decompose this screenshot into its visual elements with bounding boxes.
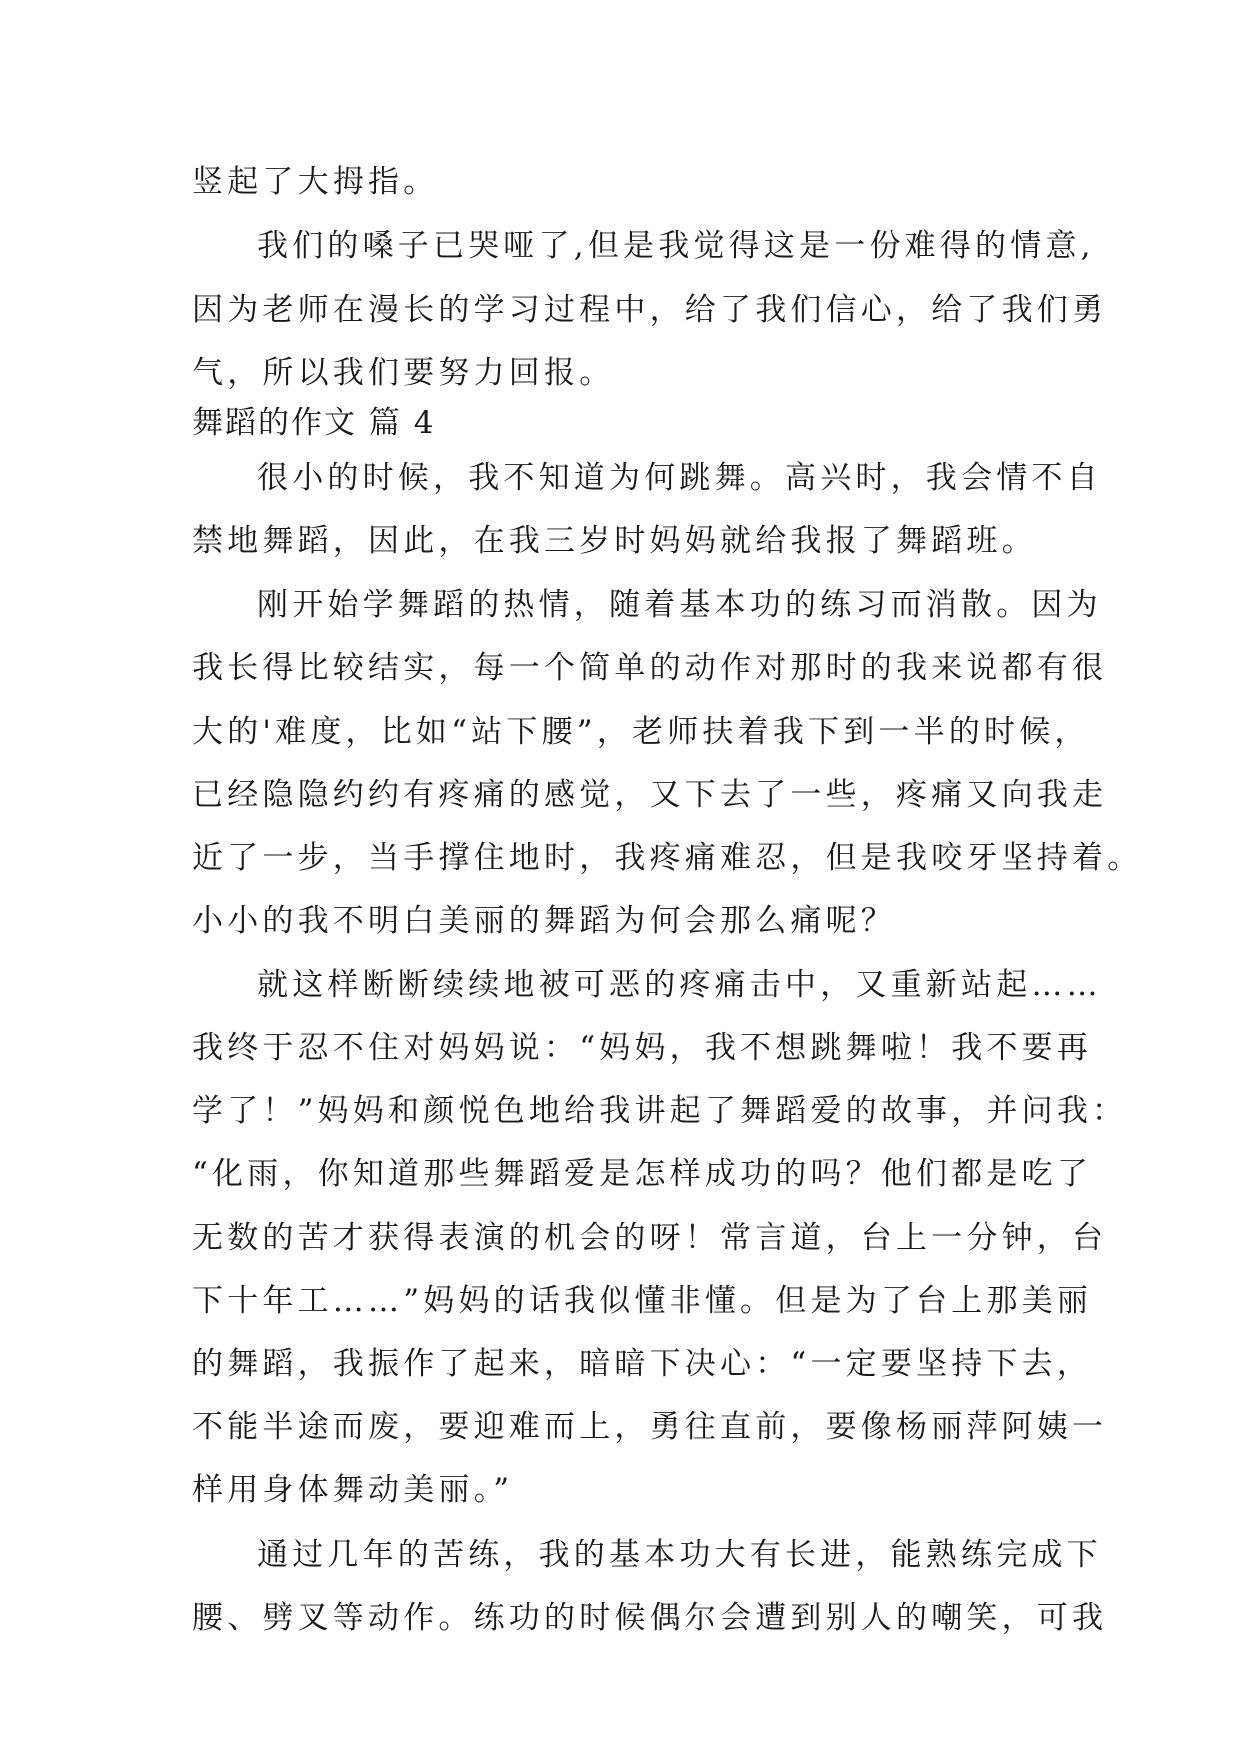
text-line: 腰、劈叉等动作。练功的时候偶尔会遭到别人的嘲笑，可我 [192, 1600, 1108, 1636]
paragraph-start-line: 就这样断断续续地被可恶的疼痛击中，又重新站起…… [257, 967, 1102, 1003]
section-heading: 舞蹈的作文 篇 4 [192, 405, 436, 441]
text-line: 我终于忍不住对妈妈说：“妈妈，我不想跳舞啦！我不要再 [192, 1030, 1093, 1066]
text-line: 近了一步，当手撑住地时，我疼痛难忍，但是我咬牙坚持着。 [192, 840, 1143, 876]
text-line: 无数的苦才获得表演的机会的呀！常言道，台上一分钟，台 [192, 1220, 1108, 1256]
text-line: 禁地舞蹈，因此，在我三岁时妈妈就给我报了舞蹈班。 [192, 523, 1037, 559]
text-line: 我长得比较结实，每一个简单的动作对那时的我来说都有很 [192, 650, 1108, 686]
text-line: 样用身体舞动美丽。” [192, 1472, 514, 1508]
text-line: 学了！”妈妈和颜悦色地给我讲起了舞蹈爱的故事，并问我： [192, 1093, 1128, 1129]
text-line: 下十年工……”妈妈的话我似懂非懂。但是为了台上那美丽 [192, 1283, 1093, 1319]
text-line: 大的'难度，比如“站下腰”，老师扶着我下到一半的时候， [192, 714, 1090, 750]
text-line: 小小的我不明白美丽的舞蹈为何会那么痛呢？ [192, 903, 896, 939]
text-line: 不能半途而废，要迎难而上，勇往直前，要像杨丽萍阿姨一 [192, 1409, 1108, 1445]
text-line: 已经隐隐约约有疼痛的感觉，又下去了一些，疼痛又向我走 [192, 777, 1108, 813]
paragraph-start-line: 很小的时候，我不知道为何跳舞。高兴时，我会情不自 [257, 460, 1102, 496]
text-line: 气，所以我们要努力回报。 [192, 355, 615, 391]
text-line: “化雨，你知道那些舞蹈爱是怎样成功的吗？他们都是吃了 [192, 1156, 1093, 1192]
paragraph-start-line: 我们的嗓子已哭哑了,但是我觉得这是一份难得的情意, [257, 228, 1095, 264]
paragraph-start-line: 刚开始学舞蹈的热情，随着基本功的练习而消散。因为 [257, 587, 1102, 623]
text-line: 因为老师在漫长的学习过程中，给了我们信心，给了我们勇 [192, 292, 1108, 328]
paragraph-start-line: 通过几年的苦练，我的基本功大有长进，能熟练完成下 [257, 1537, 1102, 1573]
text-line: 竖起了大拇指。 [192, 164, 439, 200]
text-line: 的舞蹈，我振作了起来，暗暗下决心：“一定要坚持下去， [192, 1346, 1093, 1382]
